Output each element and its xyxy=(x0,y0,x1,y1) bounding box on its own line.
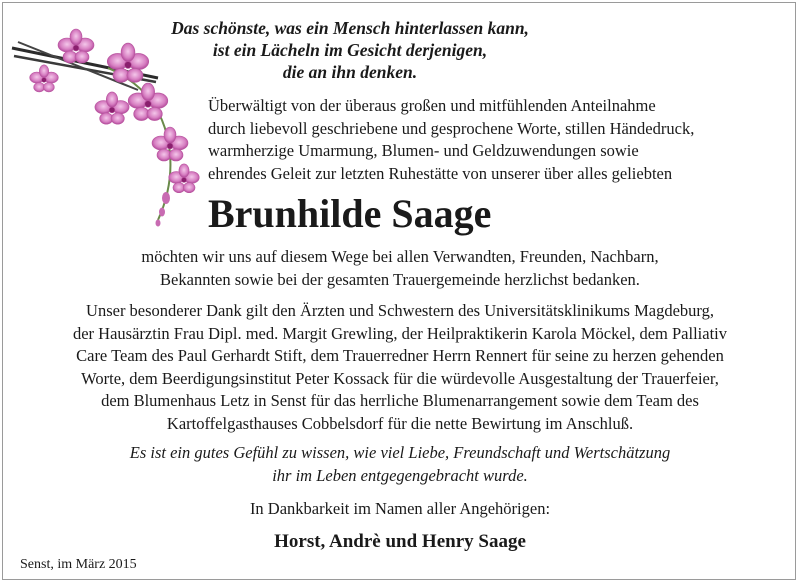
special-thanks-line: Kartoffelgasthauses Cobbelsdorf für die nette Bewirtung im Anschluß. xyxy=(166,413,634,433)
quote-line: die an ihn denken. xyxy=(282,62,418,82)
memorial-quote xyxy=(150,17,550,83)
special-thanks-line: Worte, dem Beerdigungsinstitut Peter Kossack für die würdevolle Ausgestaltung der Trauerfeier, xyxy=(81,368,719,388)
intro-paragraph xyxy=(208,95,793,185)
special-thanks-line: der Hausärztin Frau Dipl. med. Margit Grewling, der Heilpraktikerin Karola Möckel, dem Palliativ xyxy=(72,323,727,343)
intro-line: warmherzige Umarmung, Blumen- und Geldzuwendungen sowie xyxy=(208,141,639,160)
intro-line: durch liebevoll geschriebene und gesprochene Worte, stillen Händedruck, xyxy=(208,118,695,138)
deceased-name: Brunhilde Saage xyxy=(208,191,492,236)
quote-line: Das schönste, was ein Mensch hinterlassen kann, xyxy=(171,18,529,38)
intro-line: ehrendes Geleit zur letzten Ruhestätte von unserer über alles geliebten xyxy=(208,163,673,183)
special-thanks-line: Care Team des Paul Gerhardt Stift, dem Trauerredner Herrn Rennert für seine zu herzen gehenden xyxy=(76,346,724,365)
thanks-line: Bekannten sowie bei der gesamten Trauergemeinde herzlichst bedanken. xyxy=(160,269,640,289)
closing-line: Es ist ein gutes Gefühl zu wissen, wie viel Liebe, Freundschaft und Wertschätzung xyxy=(129,443,671,462)
closing-paragraph xyxy=(40,442,760,487)
quote-line: ist ein Lächeln im Gesicht derjenigen, xyxy=(212,40,488,60)
signers-names: Horst, Andrè und Henry Saage xyxy=(274,531,526,552)
place-date: Senst, im März 2015 xyxy=(20,557,137,572)
special-thanks-line: dem Blumenhaus Letz in Senst für das herrliche Blumenarrangement sowie dem Team des xyxy=(101,391,699,410)
thanks-line: möchten wir uns auf diesem Wege bei allen Verwandten, Freunden, Nachbarn, xyxy=(141,247,659,266)
special-thanks-paragraph xyxy=(12,300,788,435)
special-thanks-line: Unser besonderer Dank gilt den Ärzten und Schwestern des Universitätsklinikums Magdeburg, xyxy=(86,301,714,320)
closing-line: ihr im Leben entgegengebracht wurde. xyxy=(272,465,528,485)
thanks-paragraph xyxy=(40,246,760,291)
intro-line: Überwältigt von der überaus großen und mitfühlenden Anteilnahme xyxy=(208,96,656,115)
gratitude-line: In Dankbarkeit im Namen aller Angehörigen: xyxy=(249,499,551,518)
